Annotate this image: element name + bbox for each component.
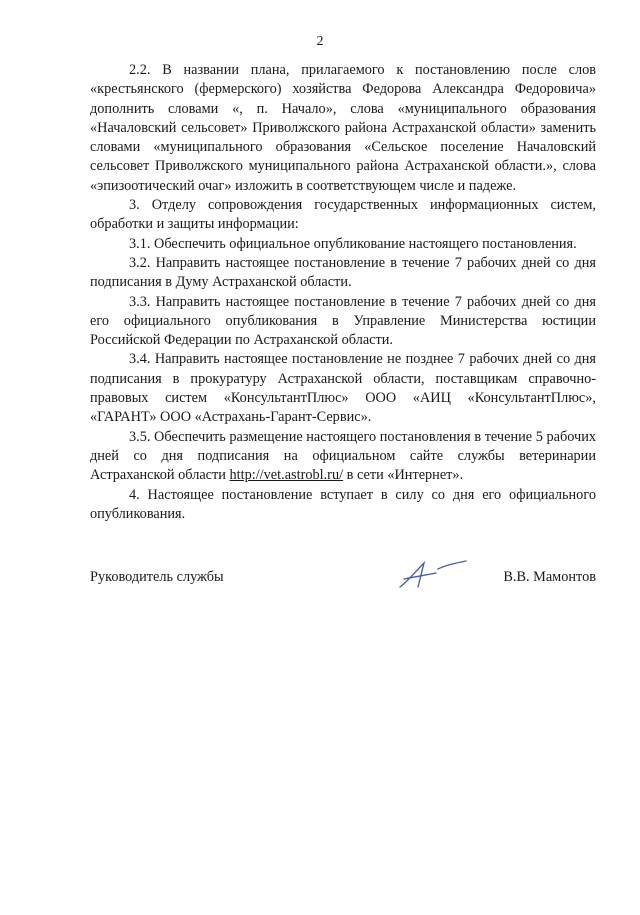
website-link[interactable]: http://vet.astrobl.ru/ [229,467,344,484]
paragraph-3-4: 3.4. Направить настоящее постановление не позднее 7 рабочих дней со дня подписания в прокуратуру Астраханской области, поставщикам справочно-правовых систем «КонсультантПлюс» ООО «АИЦ «КонсультантПлюс», «ГАРАНТ» ООО «Астрахань-Гарант-Сервис». [90,351,596,426]
paragraph-3-5-text: 3.5. Обеспечить размещение настоящего постановления в течение 5 рабочих дней со дня подписания на официальном сайте службы ветеринарии Астраханской области [90,428,596,484]
handwritten-signature [394,557,474,593]
signer-name: В.В. Мамонтов [503,569,596,585]
paragraph-3-3: 3.3. Направить настоящее постановление в течение 7 рабочих дней со дня его официального опубликования в Управление Министерства юстиции Российской Федерации по Астраханской области. [90,293,596,349]
paragraph-3-1: 3.1. Обеспечить официальное опубликование настоящего постановления. [129,235,577,252]
signature-block [90,569,596,609]
signer-title: Руководитель службы [90,569,224,585]
paragraph-3-5 [90,428,596,486]
paragraph-2-2: 2.2. В названии плана, прилагаемого к постановлению после слов «крестьянского (фермерского) хозяйства Федорова Александра Федоровича» дополнить словами «, п. Начало», слова «муниципального образования «Началовский сельсовет» Приволжского района Астраханской области» заменить словами «муниципального образования «Сельское поселение Началовский сельсовет Приволжского муниципального района Астраханской области.», слова «эпизоотический очаг» изложить в соответствующем числе и падеже. [90,62,596,194]
paragraph-3-5-tail: в сети «Интернет». [343,467,464,484]
paragraph-3-2: 3.2. Направить настоящее постановление в течение 7 рабочих дней со дня подписания в Думу Астраханской области. [90,254,596,291]
paragraph-3: 3. Отделу сопровождения государственных информационных систем, обработки и защиты информации: [90,197,596,233]
paragraph-4: 4. Настоящее постановление вступает в силу со дня его официального опубликования. [90,486,596,522]
document-body [90,61,596,524]
page-number: 2 [316,34,324,49]
